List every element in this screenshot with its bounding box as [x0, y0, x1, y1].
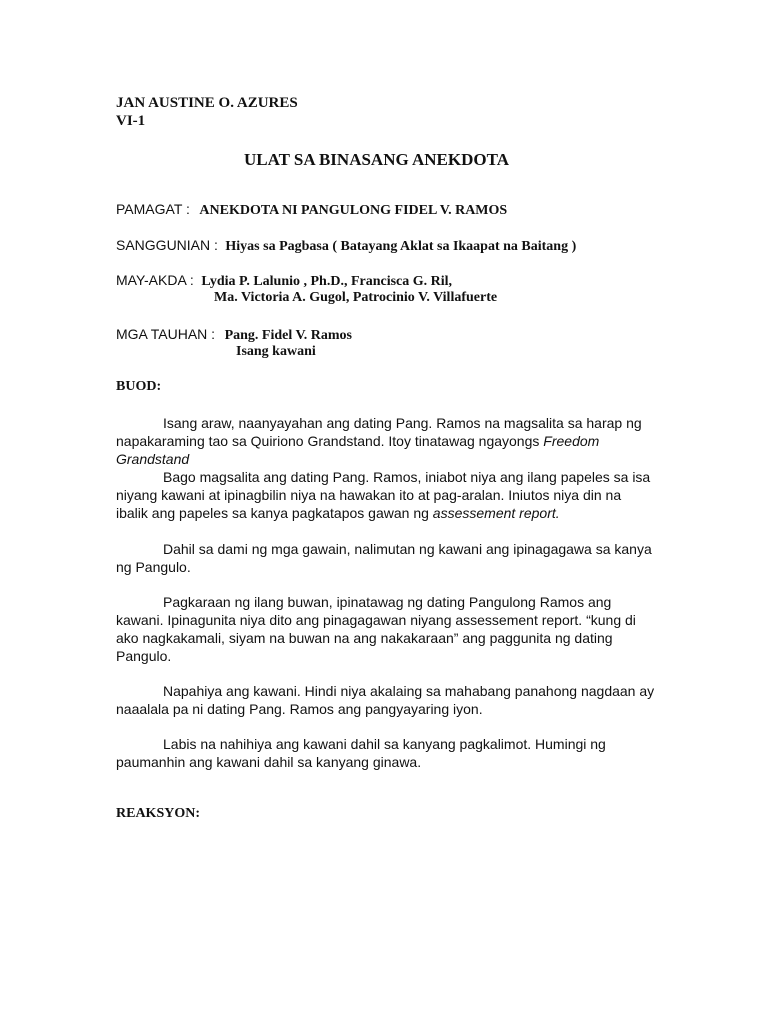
p4-line-4: Pangulo. [116, 648, 172, 664]
p1-line-2-text: napakaraming tao sa Quiriono Grandstand. Itoy tinatawag ngayongs [116, 433, 544, 449]
buod-paragraph-6 [116, 735, 656, 771]
p3-line-2: ng Pangulo. [116, 559, 191, 575]
mayakda-line-2: Ma. Victoria A. Gugol, Patrocinio V. Villafuerte [214, 290, 498, 305]
p2-line-3-italic: assessement report. [432, 505, 560, 521]
p4-line-3: ako nagkakamali, siyam na buwan na ang nakakaraan” ang paggunita ng dating [116, 630, 613, 646]
mayakda-line-1: Lydia P. Lalunio , Ph.D., Francisca G. Ril, [201, 274, 453, 289]
tauhan-line-2: Isang kawani [236, 344, 316, 359]
p1-line-2 [116, 432, 656, 450]
buod-heading: BUOD: [116, 379, 162, 394]
p6-line-2: paumanhin ang kawani dahil sa kanyang ginawa. [116, 754, 422, 770]
pamagat-value: ANEKDOTA NI PANGULONG FIDEL V. RAMOS [199, 203, 508, 218]
p2-line-3-text: ibalik ang papeles sa kanya pagkatapos gawan ng [116, 505, 433, 521]
sanggunian-value: Hiyas sa Pagbasa ( Batayang Aklat sa Ikaapat na Baitang ) [225, 239, 577, 254]
sanggunian-label: SANGGUNIAN : [116, 237, 218, 253]
pamagat-label: PAMAGAT : [116, 201, 190, 217]
p2-line-1: Bago magsalita ang dating Pang. Ramos, iniabot niya ang ilang papeles sa isa [163, 469, 651, 485]
sanggunian-row [116, 236, 576, 256]
p4-line-2: kawani. Ipinagunita niya dito ang pinagagawan niyang assessement report. “kung di [116, 612, 636, 628]
mayakda-row [116, 271, 452, 291]
p6-line-1: Labis na nahihiya ang kawani dahil sa kanyang pagkalimot. Humingi ng [163, 736, 606, 752]
p5-line-1: Napahiya ang kawani. Hindi niya akalaing sa mahabang panahong nagdaan ay [163, 683, 655, 699]
buod-paragraph-3 [116, 540, 656, 576]
tauhan-label: MGA TAUHAN : [116, 326, 216, 342]
author-name: JAN AUSTINE O. AZURES [116, 95, 298, 111]
buod-paragraph-4 [116, 593, 656, 665]
p4-line-1: Pagkaraan ng ilang buwan, ipinatawag ng dating Pangulong Ramos ang [163, 594, 612, 610]
p1-line-3: Grandstand [116, 451, 190, 467]
p2-line-2: niyang kawani at ipinagbilin niya na hawakan ito at pag-aralan. Iniutos niya din na [116, 487, 622, 503]
buod-paragraph-5 [116, 682, 656, 718]
p1-line-2-italic: Freedom [543, 433, 600, 449]
reaksyon-heading: REAKSYON: [116, 806, 201, 821]
p1-line-1: Isang araw, naanyayahan ang dating Pang. Ramos na magsalita sa harap ng [163, 415, 642, 431]
pamagat-row [116, 200, 507, 220]
p5-line-2: naaalala pa ni dating Pang. Ramos ang pangyayaring iyon. [116, 701, 483, 717]
tauhan-line-1: Pang. Fidel V. Ramos [224, 328, 353, 343]
p3-line-1: Dahil sa dami ng mga gawain, nalimutan ng kawani ang ipinagagawa sa kanya [163, 541, 652, 557]
document-title: ULAT SA BINASANG ANEKDOTA [244, 150, 509, 169]
buod-paragraph-1 [116, 414, 656, 522]
mayakda-label: MAY-AKDA : [116, 272, 194, 288]
p2-line-3 [116, 504, 656, 522]
section-label: VI-1 [116, 113, 146, 129]
tauhan-row [116, 325, 352, 345]
